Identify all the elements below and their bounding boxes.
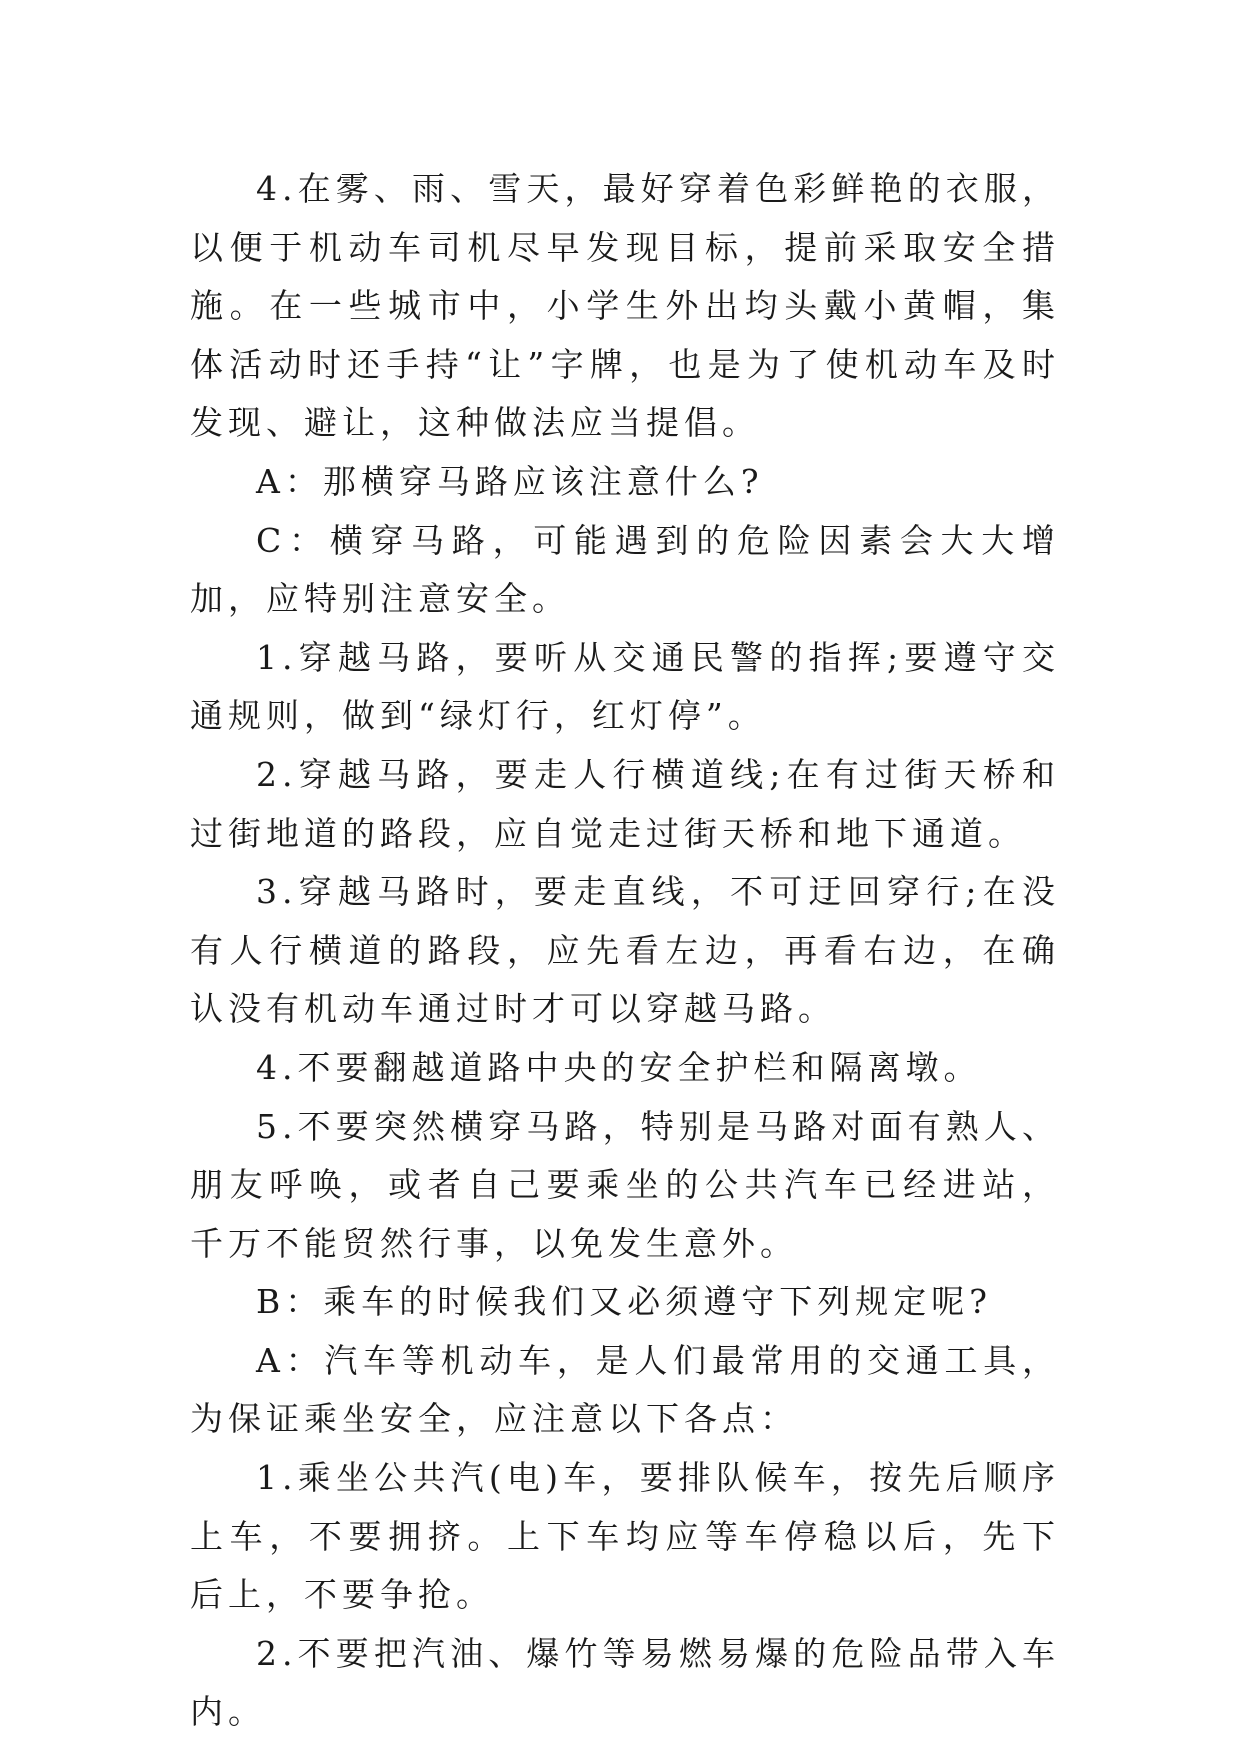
document-body: [190, 160, 1060, 1742]
paragraph-question-riding: B：乘车的时候我们又必须遵守下列规定呢?: [256, 1282, 992, 1322]
paragraph-rule-5: 5.不要突然横穿马路，特别是马路对面有熟人、朋友呼唤，或者自己要乘坐的公共汽车已经进站，千万不能贸然行事，以免发生意外。: [190, 1106, 1060, 1263]
paragraph-rule-3: 3.穿越马路时，要走直线，不可迂回穿行;在没有人行横道的路段，应先看左边，再看右边，在确认没有机动车通过时才可以穿越马路。: [190, 872, 1060, 1029]
paragraph-rule-2: 2.穿越马路，要走人行横道线;在有过街天桥和过街地道的路段，应自觉走过街天桥和地下通道。: [190, 754, 1060, 853]
paragraph-rule-4: 4.不要翻越道路中央的安全护栏和隔离墩。: [256, 1047, 982, 1087]
paragraph-rule-1: 1.穿越马路，要听从交通民警的指挥;要遵守交通规则，做到“绿灯行，红灯停”。: [190, 637, 1060, 736]
paragraph-question-crossing: A：那横穿马路应该注意什么?: [256, 461, 764, 501]
paragraph-answer-crossing: C：横穿马路，可能遇到的危险因素会大大增加，应特别注意安全。: [190, 520, 1060, 619]
paragraph-visibility-clothing: 4.在雾、雨、雪天，最好穿着色彩鲜艳的衣服，以便于机动车司机尽早发现目标，提前采取安全措施。在一些城市中，小学生外出均头戴小黄帽，集体活动时还手持“让”字牌，也是为了使机动车及时发现、避让，这种做法应当提倡。: [190, 169, 1060, 443]
paragraph-riding-rule-2: 2.不要把汽油、爆竹等易燃易爆的危险品带入车内。: [190, 1633, 1060, 1732]
paragraph-answer-riding: A：汽车等机动车，是人们最常用的交通工具，为保证乘坐安全，应注意以下各点：: [190, 1340, 1060, 1439]
paragraph-riding-rule-1: 1.乘坐公共汽(电)车，要排队候车，按先后顺序上车，不要拥挤。上下车均应等车停稳以后，先下后上，不要争抢。: [190, 1458, 1060, 1615]
